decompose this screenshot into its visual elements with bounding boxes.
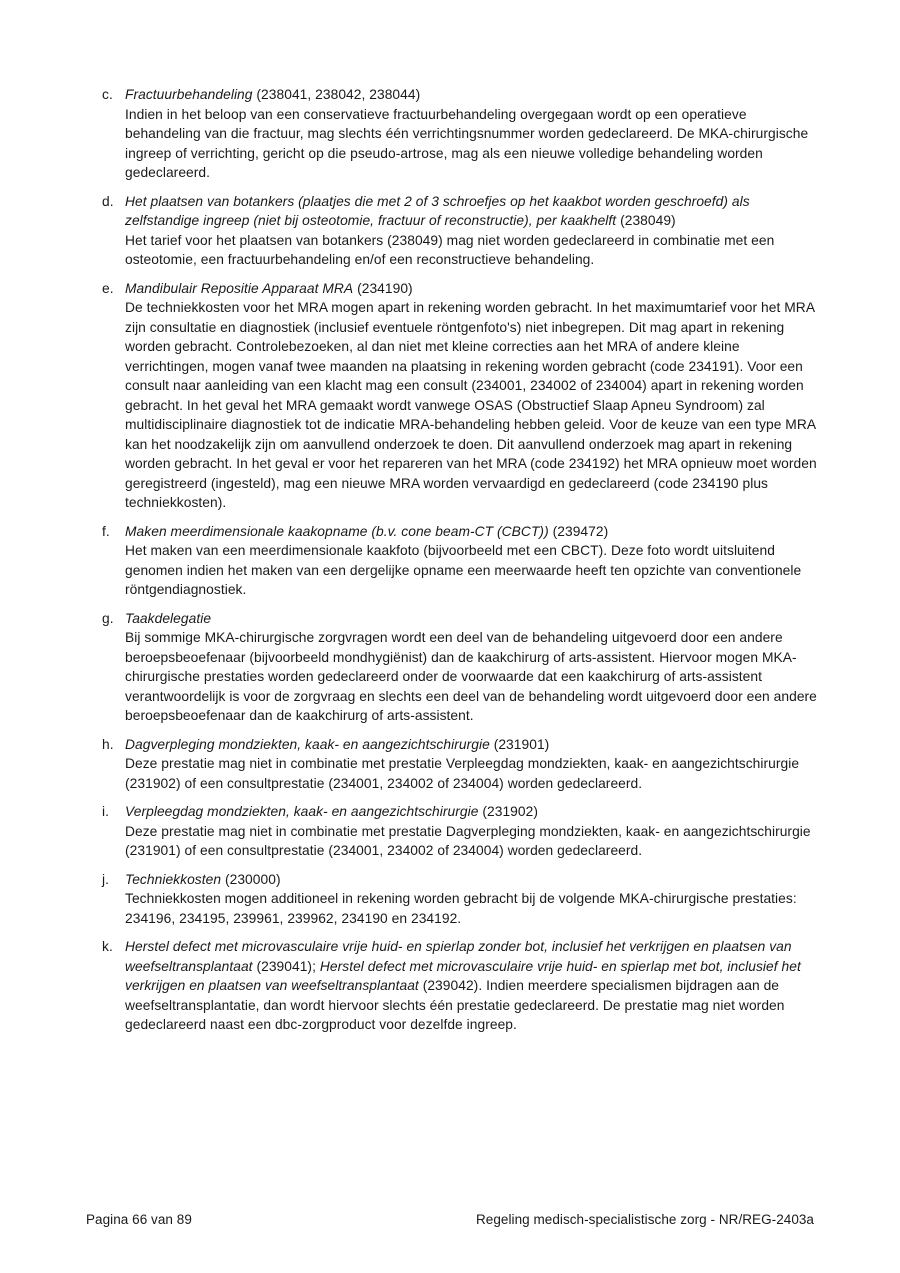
item-code: (231901) [493,736,550,752]
item-title-part-1: Herstel defect met microvasculaire vrije huid- en spierlap zonder bot, inclusief het verkrijgen en plaatsen van weefseltransplantaat [125,939,792,974]
item-title: Techniekkosten [125,871,222,887]
item-title-line [125,802,820,822]
item-title: Het plaatsen van botankers (plaatjes die met 2 of 3 schroefjes op het kaakbot worden geschroefd) als zelfstandige ingreep (niet bij osteotomie, fractuur of reconstructie), per kaakhelft [125,193,750,228]
list-item-j [102,870,820,929]
item-label: k. [102,939,113,954]
item-code: (239472) [552,523,609,539]
item-label: e. [102,280,114,296]
item-label: c. [102,87,113,102]
item-body: Deze prestatie mag niet in combinatie met prestatie Verpleegdag mondziekten, kaak- en aangezichtschirurgie (231902) of een consultprestatie (234001, 234002 of 234004) worden gedeclareerd. [125,756,800,791]
item-content [125,735,820,794]
item-body: Het tarief voor het plaatsen van botankers (238049) mag niet worden gedeclareerd in combinatie met een osteotomie, een fractuurbehandeling en/of een reconstructieve behandeling. [125,232,775,267]
item-title: Taakdelegatie [125,610,212,626]
item-title: Dagverpleging mondziekten, kaak- en aangezichtschirurgie [125,736,490,752]
item-body: Bij sommige MKA-chirurgische zorgvragen wordt een deel van de behandeling uitgevoerd door een andere beroepsbeoefenaar (bijvoorbeeld mondhygiënist) dan de kaakchirurg of arts-assistent. Hiervoor mogen MKA-chirurgische prestaties worden gedeclareerd onder de voorwaarde dat een kaakchirurg of arts-assistent verantwoordelijk is voor de zorgvraag en slechts een deel van de behandeling wordt uitgevoerd door een andere beroepsbeoefenaar dan de kaakchirurg of arts-assistent. [125,630,817,723]
item-title-line [125,192,820,231]
item-code: (238049) [620,213,676,228]
item-content [125,870,820,929]
item-title-line [125,735,820,755]
item-content [125,522,820,600]
item-label: h. [102,736,114,752]
item-content [125,802,820,861]
footer-document-title: Regeling medisch-specialistische zorg - NR/REG-2403a [476,1212,814,1227]
item-title-part-2: Herstel defect met microvasculaire vrije huid- en spierlap met bot, inclusief het verkrijgen en plaatsen van weefseltransplantaat [125,958,801,993]
list-item-g [102,609,820,726]
item-title-line [125,85,820,105]
item-title: Verpleegdag mondziekten, kaak- en aangezichtschirurgie [125,804,479,819]
item-title-line [125,870,820,890]
item-content [125,192,820,270]
item-title: Maken meerdimensionale kaakopname (b.v. cone beam-CT (CBCT)) [125,523,549,539]
item-title-line [125,609,820,629]
list-item-e [102,279,820,513]
footer-page-number: Pagina 66 van 89 [86,1212,192,1227]
item-code: (230000) [224,871,281,887]
list-item-i [102,802,820,861]
list-item-f [102,522,820,600]
document-page [102,85,820,1044]
item-body: De techniekkosten voor het MRA mogen apart in rekening worden gebracht. In het maximumtarief voor het MRA zijn consultatie en diagnostiek (inclusief eventuele röntgenfoto's) niet inbegrepen. Dit mag apart in rekening worden gebracht. Controlebezoeken, al dan niet met kleine correcties aan het MRA of andere kleine verrichtingen, mogen vanaf twee maanden na plaatsing in rekening worden gebracht (code 234191). Voor een consult naar aanleiding van een klacht mag een consult (234001, 234002 of 234004) apart in rekening worden gebracht. In het geval het MRA gemaakt wordt vanwege OSAS (Obstructief Slaap Apneu Syndroom) zal multidisciplinaire diagnostiek tot de indicatie MRA-behandeling hebben geleid. Voor de keuze van een type MRA kan het noodzakelijk zijn om aanvullend onderzoek te doen. Dit aanvullend onderzoek mag apart in rekening worden gebracht. In het geval er voor het repareren van het MRA (code 234192) het MRA opnieuw moet worden geregistreerd (ingesteld), mag een nieuwe MRA worden vervaardigd en gedeclareerd (code 234190 plus techniekkosten). [125,300,817,510]
item-content [125,85,820,183]
list-item-k [102,937,820,1035]
item-code: (238041, 238042, 238044) [256,87,421,102]
item-code: (234190) [357,280,413,296]
item-label: d. [102,193,114,209]
item-body: Indien in het beloop van een conservatieve fractuurbehandeling overgegaan wordt op een operatieve behandeling van die fractuur, mag slechts één verrichtingsnummer worden gedeclareerd. De MKA-chirurgische ingreep of verrichting, gericht op die pseudo-artrose, mag als een nieuwe volledige behandeling worden gedeclareerd. [125,106,809,180]
item-body: Deze prestatie mag niet in combinatie met prestatie Dagverpleging mondziekten, kaak- en aangezichtschirurgie (231901) of een consultprestatie (234001, 234002 of 234004) worden gedeclareerd. [125,823,811,858]
item-body: Techniekkosten mogen additioneel in rekening worden gebracht bij de volgende MKA-chirurgische prestaties: 234196, 234195, 239961, 239962, 234190 en 234192. [125,891,797,926]
item-label: j. [102,871,109,887]
item-content [125,937,820,1035]
item-code-1: (239041); [256,958,320,974]
list-item-d [102,192,820,270]
item-title: Mandibulair Repositie Apparaat MRA [125,280,354,296]
list-item-c [102,85,820,183]
item-label: i. [102,804,109,819]
item-code: (231902) [482,804,538,819]
item-body-rest: (239042). Indien meerdere specialismen bijdragen aan de weefseltransplantatie, dan wordt hiervoor slechts één prestatie gedeclareerd. De prestatie mag niet worden gedeclareerd naast een dbc-zorgproduct voor dezelfde ingreep. [125,978,785,1032]
item-label: f. [102,523,110,539]
item-title: Fractuurbehandeling [125,87,253,102]
item-title-line [125,522,820,542]
item-title-line [125,279,820,299]
item-content [125,279,820,513]
item-body: Het maken van een meerdimensionale kaakfoto (bijvoorbeeld met een CBCT). Deze foto wordt uitsluitend genomen indien het maken van een dergelijke opname een meerwaarde heeft ten opzichte van conventionele röntgendiagnostiek. [125,543,802,597]
item-content [125,609,820,726]
item-title-body [125,937,820,1035]
list-item-h [102,735,820,794]
item-label: g. [102,610,114,626]
